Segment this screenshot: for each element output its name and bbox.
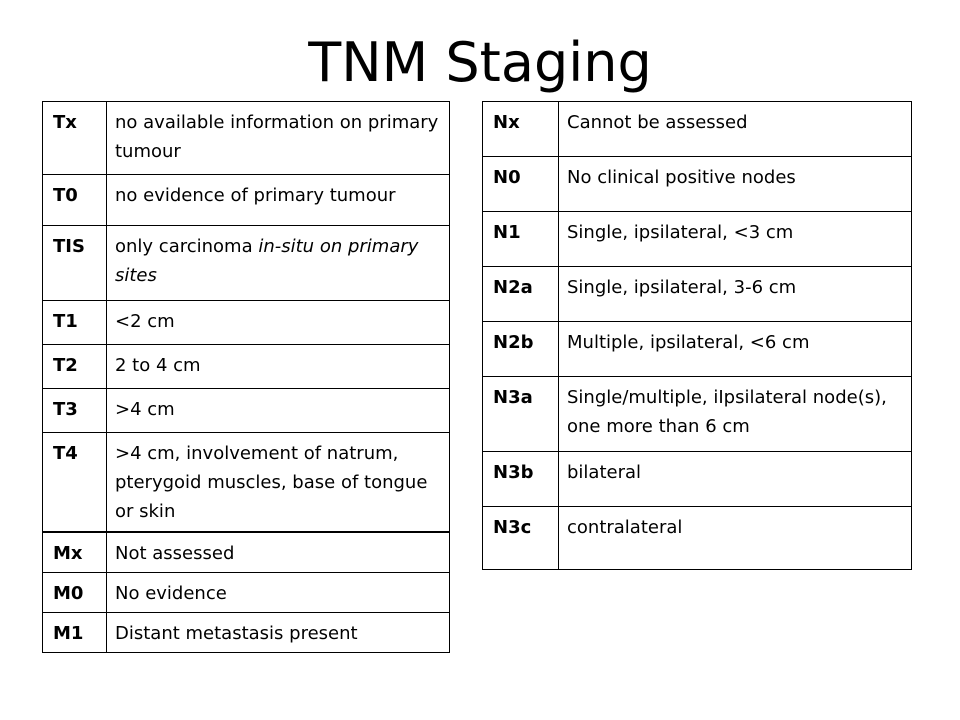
table-row bbox=[43, 389, 450, 433]
table-row bbox=[43, 433, 450, 532]
stage-code: T3 bbox=[43, 389, 107, 433]
stage-description: No clinical positive nodes bbox=[559, 157, 912, 212]
stage-description: No evidence bbox=[107, 573, 450, 613]
table-row bbox=[43, 613, 450, 653]
stage-code: N2b bbox=[483, 322, 559, 377]
stage-description: Cannot be assessed bbox=[559, 102, 912, 157]
stage-description-plain: only carcinoma bbox=[115, 236, 259, 257]
stage-description: Single, ipsilateral, <3 cm bbox=[559, 212, 912, 267]
table-row bbox=[483, 102, 912, 157]
stage-code: N1 bbox=[483, 212, 559, 267]
stage-description: bilateral bbox=[559, 452, 912, 507]
stage-description: >4 cm, involvement of natrum, pterygoid muscles, base of tongue or skin bbox=[107, 433, 450, 532]
table-row bbox=[43, 226, 450, 301]
stage-code: Mx bbox=[43, 533, 107, 573]
stage-description: no available information on primary tumour bbox=[107, 102, 450, 175]
stage-code: T2 bbox=[43, 345, 107, 389]
stage-description bbox=[107, 226, 450, 301]
stage-description: <2 cm bbox=[107, 301, 450, 345]
t-stage-table bbox=[42, 101, 450, 532]
stage-description: no evidence of primary tumour bbox=[107, 175, 450, 226]
stage-description: >4 cm bbox=[107, 389, 450, 433]
stage-description: contralateral bbox=[559, 507, 912, 570]
table-row bbox=[43, 533, 450, 573]
stage-code: N2a bbox=[483, 267, 559, 322]
table-row bbox=[483, 452, 912, 507]
stage-code: N3c bbox=[483, 507, 559, 570]
stage-description: Distant metastasis present bbox=[107, 613, 450, 653]
stage-code: M0 bbox=[43, 573, 107, 613]
stage-code: T4 bbox=[43, 433, 107, 532]
table-row bbox=[483, 322, 912, 377]
table-row bbox=[483, 212, 912, 267]
stage-code: TIS bbox=[43, 226, 107, 301]
stage-description: Not assessed bbox=[107, 533, 450, 573]
stage-code: Nx bbox=[483, 102, 559, 157]
stage-code: T0 bbox=[43, 175, 107, 226]
stage-description: Single/multiple, iIpsilateral node(s), one more than 6 cm bbox=[559, 377, 912, 452]
table-row bbox=[43, 573, 450, 613]
table-row bbox=[43, 345, 450, 389]
stage-code: N3a bbox=[483, 377, 559, 452]
stage-description-italic: in-situ on primary sites bbox=[115, 236, 419, 286]
table-row bbox=[43, 102, 450, 175]
stage-code: Tx bbox=[43, 102, 107, 175]
stage-code: N3b bbox=[483, 452, 559, 507]
stage-description: Multiple, ipsilateral, <6 cm bbox=[559, 322, 912, 377]
table-row bbox=[43, 301, 450, 345]
page-title: TNM Staging bbox=[308, 31, 652, 94]
stage-description: 2 to 4 cm bbox=[107, 345, 450, 389]
table-row bbox=[483, 507, 912, 570]
stage-description: Single, ipsilateral, 3-6 cm bbox=[559, 267, 912, 322]
table-row bbox=[483, 377, 912, 452]
m-stage-table bbox=[42, 532, 450, 653]
table-row bbox=[483, 157, 912, 212]
table-row bbox=[43, 175, 450, 226]
n-stage-table bbox=[482, 101, 912, 570]
stage-code: M1 bbox=[43, 613, 107, 653]
stage-code: N0 bbox=[483, 157, 559, 212]
table-row bbox=[483, 267, 912, 322]
stage-code: T1 bbox=[43, 301, 107, 345]
